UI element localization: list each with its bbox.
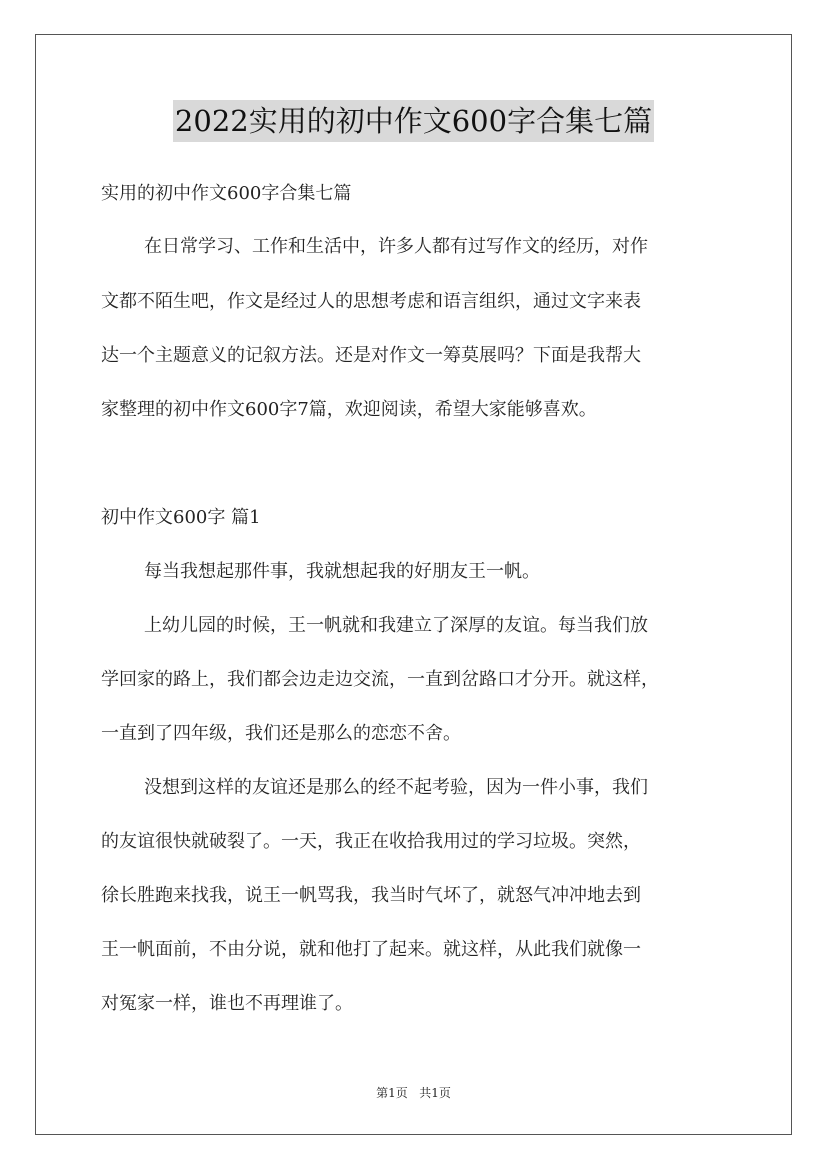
body-line: 一直到了四年级，我们还是那么的恋恋不舍。 [101, 723, 461, 744]
intro-line: 在日常学习、工作和生活中，许多人都有过写作文的经历，对作 [144, 236, 648, 257]
body-line: 对冤家一样，谁也不再理谁了。 [101, 993, 353, 1014]
body-line: 徐长胜跑来找我，说王一帆骂我，我当时气坏了，就怒气冲冲地去到 [101, 885, 641, 906]
body-line: 的友谊很快就破裂了。一天，我正在收拾我用过的学习垃圾。突然， [101, 831, 641, 852]
document-title: 2022实用的初中作文600字合集七篇 [173, 100, 654, 142]
intro-line: 文都不陌生吧，作文是经过人的思想考虑和语言组织，通过文字来表 [101, 291, 641, 312]
page-number: 第1页 [376, 1086, 408, 1100]
page-footer [0, 1084, 827, 1101]
body-line: 上幼儿园的时候，王一帆就和我建立了深厚的友谊。每当我们放 [144, 615, 648, 636]
body-line: 学回家的路上，我们都会边走边交流，一直到岔路口才分开。就这样， [101, 669, 659, 690]
section-heading: 初中作文600字 篇1 [101, 507, 261, 528]
page-total: 共1页 [419, 1086, 451, 1100]
intro-line: 家整理的初中作文600字7篇，欢迎阅读，希望大家能够喜欢。 [101, 399, 597, 420]
body-line: 没想到这样的友谊还是那么的经不起考验，因为一件小事，我们 [144, 777, 648, 798]
body-line: 王一帆面前，不由分说，就和他打了起来。就这样，从此我们就像一 [101, 939, 641, 960]
subtitle: 实用的初中作文600字合集七篇 [101, 183, 352, 204]
body-line: 每当我想起那件事，我就想起我的好朋友王一帆。 [144, 561, 540, 582]
intro-line: 达一个主题意义的记叙方法。还是对作文一筹莫展吗？下面是我帮大 [101, 345, 641, 366]
title-container [0, 100, 827, 142]
